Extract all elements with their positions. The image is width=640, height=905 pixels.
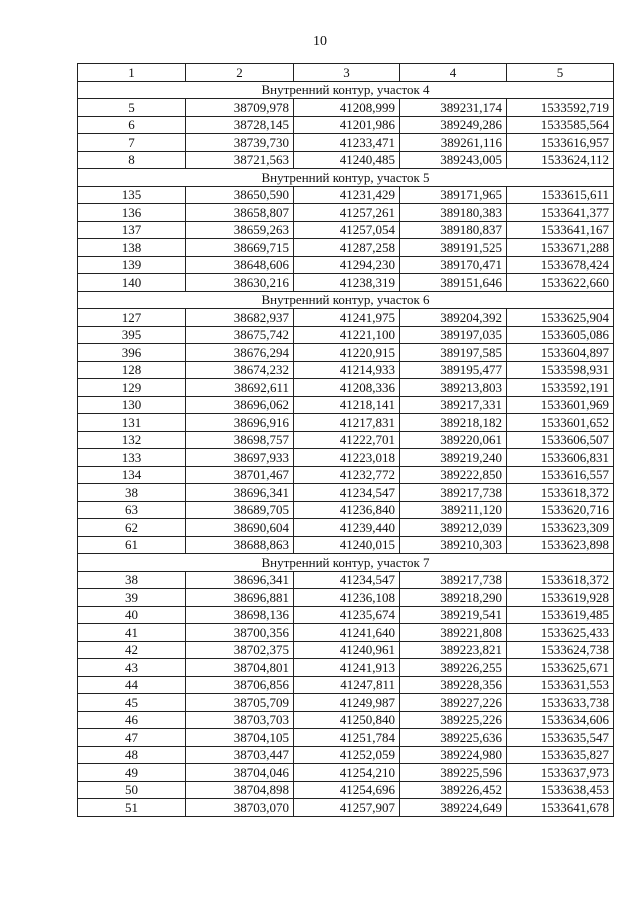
coordinate-cell: 1533634,606 bbox=[507, 711, 614, 729]
coordinate-cell: 41241,640 bbox=[294, 624, 400, 642]
coordinate-cell: 38630,216 bbox=[186, 274, 294, 292]
table-row bbox=[78, 326, 614, 344]
coordinate-cell: 38703,447 bbox=[186, 746, 294, 764]
point-number-cell: 7 bbox=[78, 134, 186, 152]
point-number-cell: 8 bbox=[78, 151, 186, 169]
coordinate-cell: 41236,840 bbox=[294, 501, 400, 519]
coordinate-cell: 1533625,433 bbox=[507, 624, 614, 642]
coordinate-cell: 389213,803 bbox=[400, 379, 507, 397]
coordinate-cell: 41220,915 bbox=[294, 344, 400, 362]
table-row bbox=[78, 781, 614, 799]
point-number-cell: 38 bbox=[78, 571, 186, 589]
coordinate-cell: 389225,226 bbox=[400, 711, 507, 729]
coordinate-cell: 41257,261 bbox=[294, 204, 400, 222]
point-number-cell: 6 bbox=[78, 116, 186, 134]
coordinate-cell: 41217,831 bbox=[294, 414, 400, 432]
coordinate-cell: 41240,961 bbox=[294, 641, 400, 659]
coordinate-cell: 38696,341 bbox=[186, 484, 294, 502]
coordinate-cell: 41235,674 bbox=[294, 606, 400, 624]
coordinate-cell: 1533619,928 bbox=[507, 589, 614, 607]
coordinate-cell: 41236,108 bbox=[294, 589, 400, 607]
coordinate-cell: 1533633,738 bbox=[507, 694, 614, 712]
coordinate-cell: 389197,035 bbox=[400, 326, 507, 344]
point-number-cell: 131 bbox=[78, 414, 186, 432]
coordinate-cell: 389218,290 bbox=[400, 589, 507, 607]
coordinate-cell: 38669,715 bbox=[186, 239, 294, 257]
point-number-cell: 45 bbox=[78, 694, 186, 712]
coordinate-cell: 1533624,738 bbox=[507, 641, 614, 659]
coordinate-cell: 1533631,553 bbox=[507, 676, 614, 694]
table-row bbox=[78, 309, 614, 327]
coordinate-cell: 389204,392 bbox=[400, 309, 507, 327]
coordinate-cell: 1533671,288 bbox=[507, 239, 614, 257]
coordinate-cell: 38704,801 bbox=[186, 659, 294, 677]
coordinate-cell: 389212,039 bbox=[400, 519, 507, 537]
coordinate-cell: 41234,547 bbox=[294, 571, 400, 589]
coordinate-cell: 41208,336 bbox=[294, 379, 400, 397]
table-row bbox=[78, 536, 614, 554]
coordinate-cell: 1533637,973 bbox=[507, 764, 614, 782]
table-row bbox=[78, 659, 614, 677]
coordinate-cell: 41241,913 bbox=[294, 659, 400, 677]
point-number-cell: 138 bbox=[78, 239, 186, 257]
coordinate-cell: 38701,467 bbox=[186, 466, 294, 484]
coordinate-cell: 389227,226 bbox=[400, 694, 507, 712]
point-number-cell: 140 bbox=[78, 274, 186, 292]
point-number-cell: 395 bbox=[78, 326, 186, 344]
coordinate-cell: 38696,062 bbox=[186, 396, 294, 414]
coordinate-cell: 389225,636 bbox=[400, 729, 507, 747]
table-row bbox=[78, 746, 614, 764]
coordinate-cell: 38721,563 bbox=[186, 151, 294, 169]
coordinate-cell: 38696,916 bbox=[186, 414, 294, 432]
table-row bbox=[78, 641, 614, 659]
column-header: 5 bbox=[507, 64, 614, 82]
coordinate-cell: 1533625,671 bbox=[507, 659, 614, 677]
coordinate-cell: 1533625,904 bbox=[507, 309, 614, 327]
coordinate-cell: 38704,898 bbox=[186, 781, 294, 799]
point-number-cell: 50 bbox=[78, 781, 186, 799]
header-row bbox=[78, 64, 614, 82]
coordinate-cell: 41241,975 bbox=[294, 309, 400, 327]
coordinate-cell: 389217,738 bbox=[400, 484, 507, 502]
coordinate-cell: 1533678,424 bbox=[507, 256, 614, 274]
table-row bbox=[78, 396, 614, 414]
point-number-cell: 46 bbox=[78, 711, 186, 729]
point-number-cell: 40 bbox=[78, 606, 186, 624]
column-header: 4 bbox=[400, 64, 507, 82]
coordinate-cell: 1533618,372 bbox=[507, 484, 614, 502]
coordinate-cell: 389226,452 bbox=[400, 781, 507, 799]
coordinate-cell: 389191,525 bbox=[400, 239, 507, 257]
coordinate-cell: 389195,477 bbox=[400, 361, 507, 379]
coordinate-cell: 1533592,191 bbox=[507, 379, 614, 397]
coordinate-cell: 1533618,372 bbox=[507, 571, 614, 589]
coordinate-cell: 1533585,564 bbox=[507, 116, 614, 134]
point-number-cell: 139 bbox=[78, 256, 186, 274]
coordinate-cell: 38700,356 bbox=[186, 624, 294, 642]
point-number-cell: 38 bbox=[78, 484, 186, 502]
coordinate-cell: 38705,709 bbox=[186, 694, 294, 712]
coordinate-cell: 41223,018 bbox=[294, 449, 400, 467]
point-number-cell: 48 bbox=[78, 746, 186, 764]
table-row bbox=[78, 799, 614, 817]
point-number-cell: 63 bbox=[78, 501, 186, 519]
coordinate-cell: 1533601,969 bbox=[507, 396, 614, 414]
coordinate-cell: 389224,649 bbox=[400, 799, 507, 817]
coordinate-cell: 38696,881 bbox=[186, 589, 294, 607]
coordinate-cell: 38698,757 bbox=[186, 431, 294, 449]
point-number-cell: 137 bbox=[78, 221, 186, 239]
point-number-cell: 49 bbox=[78, 764, 186, 782]
coordinate-cell: 38706,856 bbox=[186, 676, 294, 694]
point-number-cell: 127 bbox=[78, 309, 186, 327]
coordinate-cell: 38698,136 bbox=[186, 606, 294, 624]
coordinate-cell: 1533616,957 bbox=[507, 134, 614, 152]
point-number-cell: 128 bbox=[78, 361, 186, 379]
table-row bbox=[78, 414, 614, 432]
table-row bbox=[78, 274, 614, 292]
table-row bbox=[78, 764, 614, 782]
table-row bbox=[78, 624, 614, 642]
coordinate-cell: 38703,070 bbox=[186, 799, 294, 817]
coordinate-cell: 38688,863 bbox=[186, 536, 294, 554]
point-number-cell: 396 bbox=[78, 344, 186, 362]
point-number-cell: 129 bbox=[78, 379, 186, 397]
coordinate-cell: 41251,784 bbox=[294, 729, 400, 747]
coordinate-cell: 1533601,652 bbox=[507, 414, 614, 432]
coordinate-cell: 1533619,485 bbox=[507, 606, 614, 624]
coordinate-cell: 38697,933 bbox=[186, 449, 294, 467]
section-title-row bbox=[78, 291, 614, 309]
coordinate-cell: 38703,703 bbox=[186, 711, 294, 729]
coordinate-cell: 389224,980 bbox=[400, 746, 507, 764]
coordinate-cell: 41232,772 bbox=[294, 466, 400, 484]
point-number-cell: 43 bbox=[78, 659, 186, 677]
section-title-row bbox=[78, 169, 614, 187]
table-row bbox=[78, 239, 614, 257]
coordinate-cell: 38692,611 bbox=[186, 379, 294, 397]
coordinate-cell: 41240,015 bbox=[294, 536, 400, 554]
coordinate-cell: 41201,986 bbox=[294, 116, 400, 134]
point-number-cell: 136 bbox=[78, 204, 186, 222]
coordinate-cell: 389219,541 bbox=[400, 606, 507, 624]
page-number: 10 bbox=[313, 34, 327, 49]
coordinate-cell: 1533638,453 bbox=[507, 781, 614, 799]
coordinate-cell: 389249,286 bbox=[400, 116, 507, 134]
table-row bbox=[78, 99, 614, 117]
coordinate-cell: 1533622,660 bbox=[507, 274, 614, 292]
coordinate-cell: 389211,120 bbox=[400, 501, 507, 519]
section-title-row bbox=[78, 554, 614, 572]
table-row bbox=[78, 729, 614, 747]
table-row bbox=[78, 711, 614, 729]
coordinate-cell: 1533616,557 bbox=[507, 466, 614, 484]
section-title: Внутренний контур, участок 5 bbox=[78, 169, 614, 187]
table-row bbox=[78, 151, 614, 169]
coordinate-cell: 41287,258 bbox=[294, 239, 400, 257]
coordinate-cell: 38648,606 bbox=[186, 256, 294, 274]
coordinate-cell: 38690,604 bbox=[186, 519, 294, 537]
coordinate-cell: 38704,105 bbox=[186, 729, 294, 747]
coordinate-cell: 389180,383 bbox=[400, 204, 507, 222]
table-row bbox=[78, 501, 614, 519]
point-number-cell: 42 bbox=[78, 641, 186, 659]
coordinate-cell: 389228,356 bbox=[400, 676, 507, 694]
coordinate-cell: 389180,837 bbox=[400, 221, 507, 239]
point-number-cell: 135 bbox=[78, 186, 186, 204]
coordinate-cell: 41254,696 bbox=[294, 781, 400, 799]
coordinate-cell: 38702,375 bbox=[186, 641, 294, 659]
coordinate-cell: 389219,240 bbox=[400, 449, 507, 467]
coordinate-cell: 41233,471 bbox=[294, 134, 400, 152]
coordinate-cell: 41238,319 bbox=[294, 274, 400, 292]
coordinate-cell: 1533598,931 bbox=[507, 361, 614, 379]
section-title: Внутренний контур, участок 4 bbox=[78, 81, 614, 99]
coordinate-cell: 389151,646 bbox=[400, 274, 507, 292]
table-row bbox=[78, 484, 614, 502]
coordinate-cell: 41231,429 bbox=[294, 186, 400, 204]
table-row bbox=[78, 361, 614, 379]
coordinate-cell: 41234,547 bbox=[294, 484, 400, 502]
table-row bbox=[78, 431, 614, 449]
coordinate-cell: 41250,840 bbox=[294, 711, 400, 729]
coordinate-cell: 1533620,716 bbox=[507, 501, 614, 519]
column-header: 3 bbox=[294, 64, 400, 82]
coordinate-cell: 38650,590 bbox=[186, 186, 294, 204]
table-row bbox=[78, 186, 614, 204]
table-row bbox=[78, 221, 614, 239]
point-number-cell: 51 bbox=[78, 799, 186, 817]
coordinate-cell: 389221,808 bbox=[400, 624, 507, 642]
coordinate-cell: 38676,294 bbox=[186, 344, 294, 362]
coordinate-cell: 1533624,112 bbox=[507, 151, 614, 169]
table-row bbox=[78, 519, 614, 537]
coordinate-cell: 41249,987 bbox=[294, 694, 400, 712]
table-row bbox=[78, 379, 614, 397]
coordinate-cell: 1533641,167 bbox=[507, 221, 614, 239]
column-header: 1 bbox=[78, 64, 186, 82]
coordinate-cell: 41222,701 bbox=[294, 431, 400, 449]
point-number-cell: 44 bbox=[78, 676, 186, 694]
coordinate-cell: 1533641,678 bbox=[507, 799, 614, 817]
coordinate-cell: 38658,807 bbox=[186, 204, 294, 222]
table-row bbox=[78, 344, 614, 362]
section-title-row bbox=[78, 81, 614, 99]
coordinate-cell: 38704,046 bbox=[186, 764, 294, 782]
coordinate-cell: 389218,182 bbox=[400, 414, 507, 432]
point-number-cell: 47 bbox=[78, 729, 186, 747]
coordinate-cell: 1533623,898 bbox=[507, 536, 614, 554]
coordinate-cell: 41257,054 bbox=[294, 221, 400, 239]
table-row bbox=[78, 571, 614, 589]
coordinate-cell: 389171,965 bbox=[400, 186, 507, 204]
table-row bbox=[78, 694, 614, 712]
coordinate-cell: 1533615,611 bbox=[507, 186, 614, 204]
section-title: Внутренний контур, участок 6 bbox=[78, 291, 614, 309]
coordinate-cell: 389223,821 bbox=[400, 641, 507, 659]
coordinate-cell: 389226,255 bbox=[400, 659, 507, 677]
coordinate-cell: 1533606,831 bbox=[507, 449, 614, 467]
coordinate-cell: 389261,116 bbox=[400, 134, 507, 152]
table-row bbox=[78, 134, 614, 152]
coordinate-cell: 389231,174 bbox=[400, 99, 507, 117]
point-number-cell: 41 bbox=[78, 624, 186, 642]
point-number-cell: 39 bbox=[78, 589, 186, 607]
coordinate-cell: 38675,742 bbox=[186, 326, 294, 344]
table-row bbox=[78, 606, 614, 624]
table-row bbox=[78, 116, 614, 134]
coordinate-cell: 41214,933 bbox=[294, 361, 400, 379]
coordinate-cell: 1533635,827 bbox=[507, 746, 614, 764]
column-header: 2 bbox=[186, 64, 294, 82]
coordinate-cell: 41239,440 bbox=[294, 519, 400, 537]
coordinate-cell: 1533635,547 bbox=[507, 729, 614, 747]
table-row bbox=[78, 589, 614, 607]
coordinate-cell: 38739,730 bbox=[186, 134, 294, 152]
coordinate-cell: 41257,907 bbox=[294, 799, 400, 817]
coordinate-cell: 38682,937 bbox=[186, 309, 294, 327]
coordinate-cell: 1533623,309 bbox=[507, 519, 614, 537]
coordinate-cell: 1533604,897 bbox=[507, 344, 614, 362]
coordinate-cell: 38709,978 bbox=[186, 99, 294, 117]
table-row bbox=[78, 204, 614, 222]
coordinate-cell: 41218,141 bbox=[294, 396, 400, 414]
coordinate-cell: 38689,705 bbox=[186, 501, 294, 519]
coordinate-cell: 41221,100 bbox=[294, 326, 400, 344]
coordinate-cell: 38696,341 bbox=[186, 571, 294, 589]
table-row bbox=[78, 449, 614, 467]
coordinate-cell: 389170,471 bbox=[400, 256, 507, 274]
coordinate-cell: 389197,585 bbox=[400, 344, 507, 362]
coordinate-cell: 1533605,086 bbox=[507, 326, 614, 344]
coordinate-cell: 389225,596 bbox=[400, 764, 507, 782]
section-title: Внутренний контур, участок 7 bbox=[78, 554, 614, 572]
point-number-cell: 62 bbox=[78, 519, 186, 537]
coordinate-cell: 389217,738 bbox=[400, 571, 507, 589]
point-number-cell: 61 bbox=[78, 536, 186, 554]
coordinate-cell: 41254,210 bbox=[294, 764, 400, 782]
coordinate-cell: 389243,005 bbox=[400, 151, 507, 169]
point-number-cell: 5 bbox=[78, 99, 186, 117]
table-row bbox=[78, 466, 614, 484]
coordinate-cell: 1533606,507 bbox=[507, 431, 614, 449]
coordinate-cell: 1533592,719 bbox=[507, 99, 614, 117]
table-row bbox=[78, 676, 614, 694]
coordinate-cell: 389220,061 bbox=[400, 431, 507, 449]
coordinate-cell: 38659,263 bbox=[186, 221, 294, 239]
coordinate-cell: 389222,850 bbox=[400, 466, 507, 484]
coordinate-cell: 41240,485 bbox=[294, 151, 400, 169]
point-number-cell: 130 bbox=[78, 396, 186, 414]
coordinate-cell: 41252,059 bbox=[294, 746, 400, 764]
coordinate-cell: 38728,145 bbox=[186, 116, 294, 134]
coordinate-cell: 389210,303 bbox=[400, 536, 507, 554]
point-number-cell: 133 bbox=[78, 449, 186, 467]
coordinate-cell: 41247,811 bbox=[294, 676, 400, 694]
coordinate-cell: 41294,230 bbox=[294, 256, 400, 274]
coordinates-table-body bbox=[78, 64, 614, 817]
point-number-cell: 132 bbox=[78, 431, 186, 449]
point-number-cell: 134 bbox=[78, 466, 186, 484]
coordinates-table bbox=[77, 63, 614, 817]
coordinate-cell: 1533641,377 bbox=[507, 204, 614, 222]
coordinate-cell: 389217,331 bbox=[400, 396, 507, 414]
coordinate-cell: 41208,999 bbox=[294, 99, 400, 117]
table-row bbox=[78, 256, 614, 274]
coordinate-cell: 38674,232 bbox=[186, 361, 294, 379]
